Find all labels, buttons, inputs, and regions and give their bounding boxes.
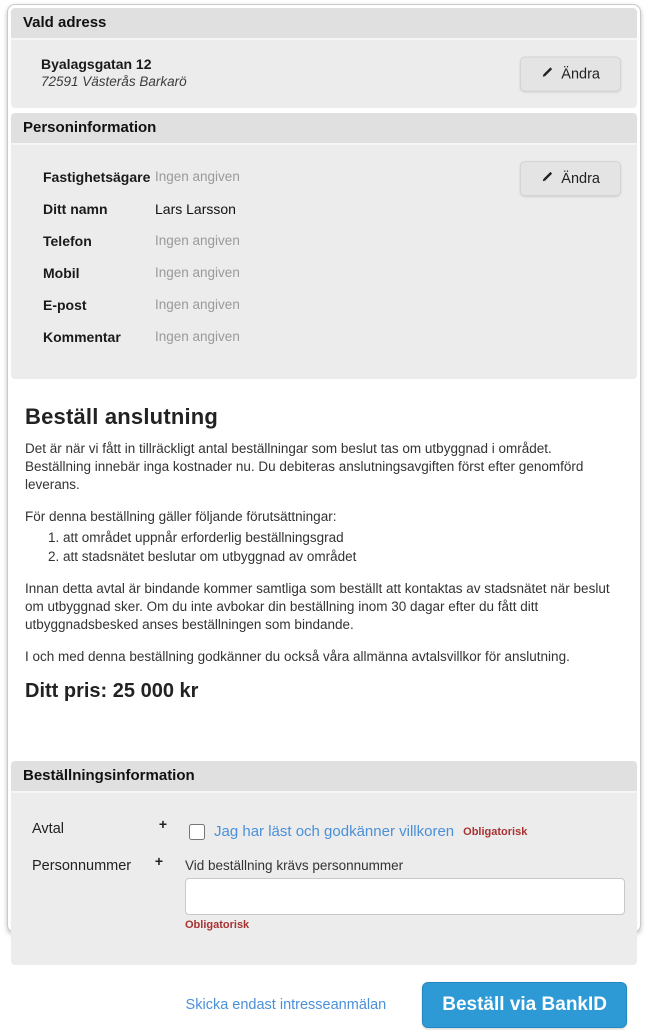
person-row-kommentar [43,329,625,361]
personnummer-input[interactable] [185,878,625,915]
edit-address-button[interactable] [520,57,621,92]
required-marker: + [158,816,167,832]
personnummer-required-note: Obligatorisk [185,919,250,931]
terms-checkbox-label[interactable]: Jag har läst och godkänner villkoren [214,823,455,840]
avtal-row [23,816,625,840]
person-value: Ingen angiven [155,169,240,184]
section-person-info [11,113,637,379]
condition-item: 1. att området uppnår erforderlig beställningsgrad [63,528,621,547]
personnummer-label: Personnummer [32,858,132,874]
edit-person-label: Ändra [561,170,600,187]
price-text: Ditt pris: 25 000 kr [25,680,199,702]
personnummer-help: Vid beställning krävs personnummer [185,858,404,873]
order-paragraph-1: Det är när vi fått in tillräckligt antal beställningar som beslut tas om utbyggnad i området. Beställning innebär inga kostnader nu. Du debiteras anslutningsavgiften först efter genomförd leverans. [25,441,584,492]
person-label: Fastighetsägare [43,169,151,185]
edit-address-label: Ändra [561,66,600,82]
order-description [11,384,637,703]
avtal-content [189,821,625,840]
edit-person-button[interactable] [520,161,621,196]
order-form-body [11,793,637,965]
order-paragraph-2: Innan detta avtal är bindande kommer samtliga som beställt att kontaktas av stadsnätet när beslut om utbyggnad sker. Om du inte avbokar din beställning inom 30 dagar efter du fått ditt utbyggnadsbesked anses beställningen som bindande. [25,581,610,632]
personnummer-content [185,858,625,931]
condition-item: 2. att stadsnätet beslutar om utbyggnad av området [63,547,621,566]
section-selected-address [11,8,637,108]
pencil-icon [541,170,554,187]
person-row-epost [43,297,625,329]
person-value: Ingen angiven [155,233,240,248]
conditions-list [25,528,621,566]
section-title-vald-adress: Vald adress [11,8,637,40]
avtal-required-note: Obligatorisk [463,825,528,838]
section-title-bestallningsinformation: Beställningsinformation [11,761,637,793]
person-body [11,145,637,379]
address-street: Byalagsgatan 12 [41,56,152,72]
personnummer-row [23,853,625,931]
conditions-intro: För denna beställning gäller följande förutsättningar: [25,509,337,524]
person-row-ditt-namn [43,201,625,233]
person-row-mobil [43,265,625,297]
person-label: Kommentar [43,329,121,345]
footer-actions [11,970,637,1036]
pencil-icon [541,66,554,83]
address-body [11,40,637,108]
page-title: Beställ anslutning [25,404,219,429]
person-value: Ingen angiven [155,329,240,344]
order-paragraph-3: I och med denna beställning godkänner du också våra allmänna avtalsvillkor för anslutning. [25,649,570,664]
avtal-label-cell [23,816,189,840]
person-label: Telefon [43,233,92,249]
interest-only-link[interactable]: Skicka endast intresseanmälan [180,996,393,1014]
section-order-form [11,761,637,965]
avtal-label: Avtal [32,821,64,837]
person-value: Ingen angiven [155,265,240,280]
person-row-telefon [43,233,625,265]
person-label: Ditt namn [43,201,108,217]
terms-checkbox[interactable] [189,824,205,840]
person-label: E-post [43,297,87,313]
section-title-personinformation: Personinformation [11,113,637,145]
personnummer-label-cell [23,853,185,931]
order-bankid-button[interactable]: Beställ via BankID [422,982,627,1028]
person-label: Mobil [43,265,80,281]
address-postal: 72591 Västerås Barkarö [41,74,187,89]
person-value: Ingen angiven [155,297,240,312]
person-value: Lars Larsson [155,201,236,217]
order-card [7,4,641,1015]
required-marker: + [154,853,163,869]
